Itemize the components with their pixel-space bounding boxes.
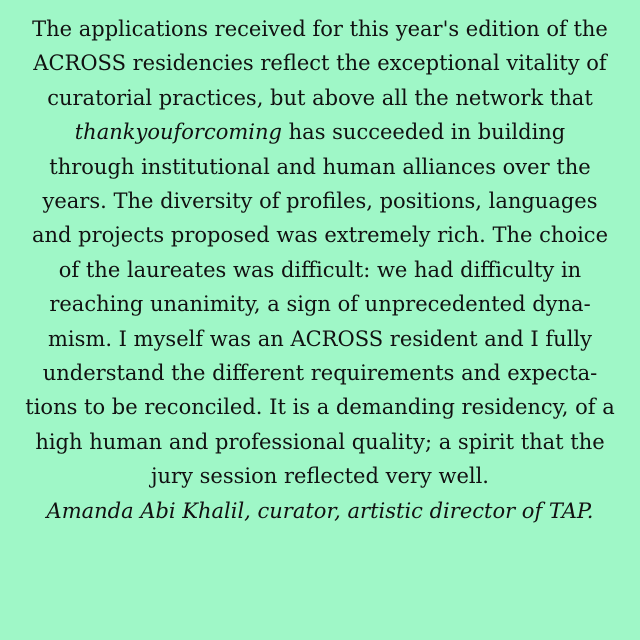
- quote-line: understand the different requirements and expecta-: [42, 361, 598, 386]
- quote-line: The applications received for this year's edition of the: [32, 17, 608, 41]
- quote-line: reaching unanimity, a sign of unprecedented dyna-: [49, 292, 591, 317]
- attribution-text: Amanda Abi Khalil, curator, artistic director of TAP.: [46, 498, 594, 523]
- quote-text: [6, 12, 634, 494]
- quote-line-continuation: has succeeded in building: [281, 120, 566, 145]
- quote-line: [6, 115, 634, 149]
- quote-line: tions to be reconciled. It is a demanding residency, of a: [25, 395, 615, 420]
- quote-line: of the laureates was difficult: we had difficulty in: [58, 257, 582, 282]
- quote-line: and projects proposed was extremely rich. The choice: [32, 223, 608, 248]
- quote-line: years. The diversity of profiles, positions, languages: [42, 189, 598, 214]
- quote-line: jury session reflected very well.: [151, 464, 489, 489]
- quote-line: mism. I myself was an ACROSS resident and I fully: [48, 326, 592, 351]
- organization-name: thankyouforcoming: [74, 120, 282, 145]
- quote-line: ACROSS residencies reflect the exceptional vitality of: [33, 51, 607, 76]
- attribution: [6, 494, 634, 528]
- quote-line: curatorial practices, but above all the network that: [47, 85, 593, 110]
- quote-line: through institutional and human alliances over the: [49, 154, 591, 179]
- quote-line: high human and professional quality; a spirit that the: [35, 429, 605, 454]
